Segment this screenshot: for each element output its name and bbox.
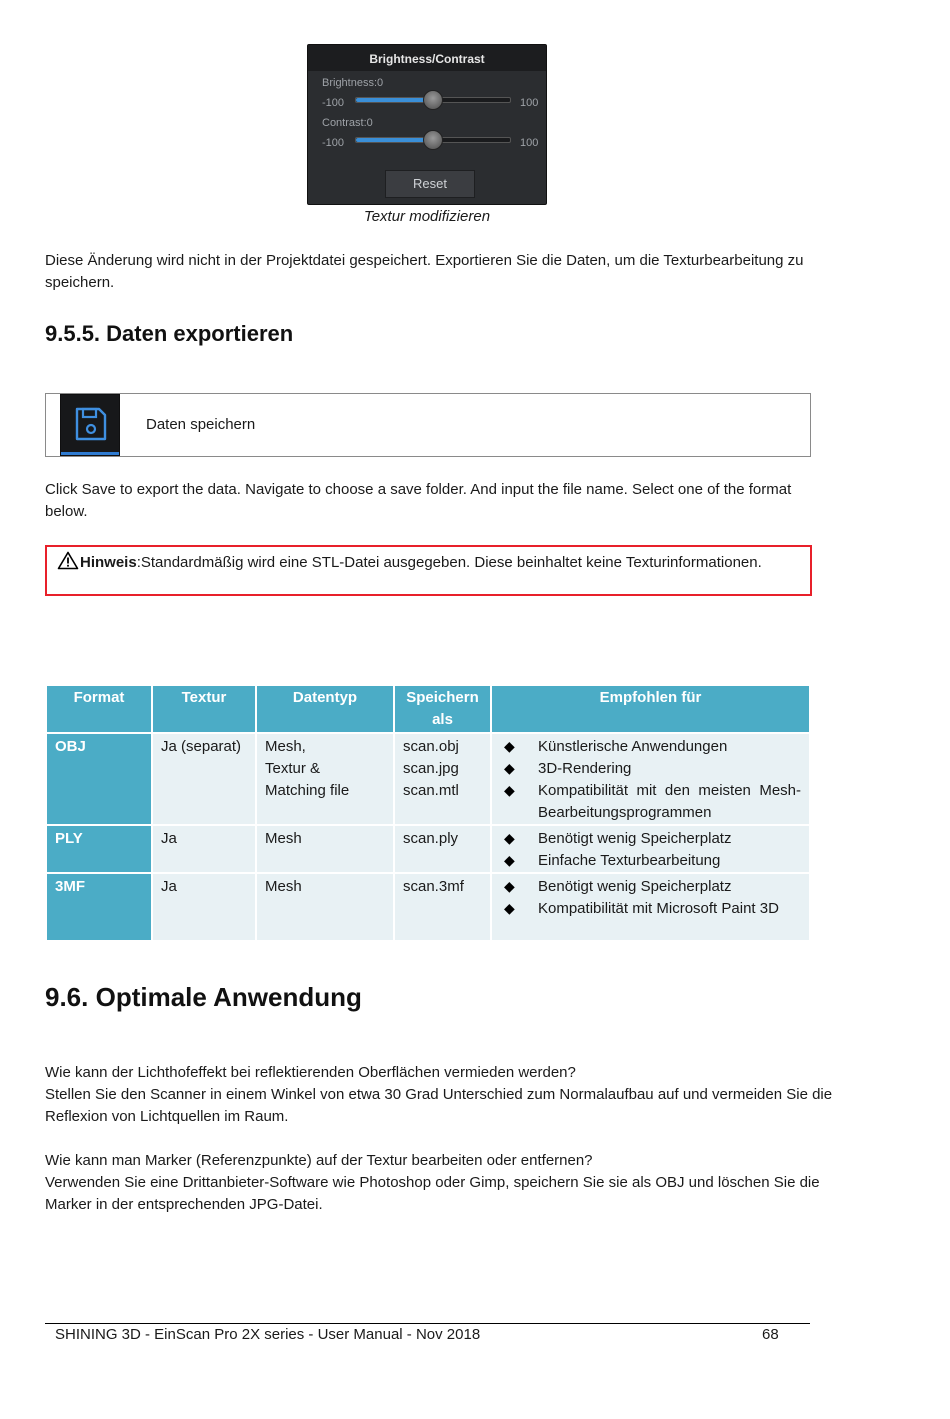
paragraph-texture-note: Diese Änderung wird nicht in der Projektdatei gespeichert. Exportieren Sie die Daten, um die Texturbearbeitung zu speichern.: [45, 252, 804, 291]
faq-question: Wie kann der Lichthofeffekt bei reflektierenden Oberflächen vermieden werden?: [45, 1064, 576, 1081]
list-item: ◆ Einfache Texturbearbeitung: [500, 850, 801, 872]
hint-paragraph: [57, 551, 800, 574]
filename: scan.ply: [403, 830, 459, 847]
column-header-textur: Textur: [153, 686, 255, 732]
warning-triangle-icon: [57, 551, 79, 570]
save-data-box: [45, 393, 811, 457]
empfohlen-cell: [492, 874, 809, 940]
brightness-slider-fill: [356, 98, 433, 102]
save-button[interactable]: [60, 394, 120, 456]
footer-text: SHINING 3D - EinScan Pro 2X series - User Manual - Nov 2018: [55, 1326, 481, 1343]
faq-answer: Stellen Sie den Scanner in einem Winkel von etwa 30 Grad Unterschied zum Normalaufbau auf und vermeiden Sie die Reflexion von Lichtquellen im Raum.: [45, 1086, 833, 1125]
column-header-empfohlen-fuer: Empfohlen für: [492, 686, 809, 732]
contrast-label: Contrast:0: [322, 117, 373, 129]
faq-question: Wie kann man Marker (Referenzpunkte) auf der Textur bearbeiten oder entfernen?: [45, 1152, 593, 1169]
speichern-cell: [395, 874, 490, 940]
datentyp-cell: [257, 874, 393, 940]
faq-answer: Verwenden Sie eine Drittanbieter-Software wie Photoshop oder Gimp, speichern Sie sie als OBJ und löschen Sie die Marker in der entsprechenden JPG-Datei.: [45, 1174, 820, 1213]
brightness-min: -100: [322, 97, 345, 109]
datentyp-cell: [257, 826, 393, 872]
contrast-slider-handle[interactable]: [423, 130, 443, 150]
table-row: [47, 874, 809, 940]
datentyp-line: Matching file: [265, 782, 350, 799]
contrast-max: 100: [520, 137, 539, 149]
contrast-min: -100: [322, 137, 345, 149]
filename: scan.3mf: [403, 878, 464, 895]
table-header-row: [47, 686, 809, 732]
empfohlen-cell: [492, 734, 809, 824]
section-heading-9-5-5: 9.5.5. Daten exportieren: [45, 321, 294, 346]
reset-button[interactable]: Reset: [385, 170, 475, 198]
empfohlen-cell: [492, 826, 809, 872]
filename: scan.jpg: [403, 760, 459, 777]
save-button-selected-bar: [61, 452, 119, 455]
format-cell: OBJ: [47, 734, 151, 824]
hint-label: Hinweis: [80, 554, 137, 571]
brightness-max: 100: [520, 97, 539, 109]
contrast-slider-fill: [356, 138, 433, 142]
datentyp-line: Textur &: [265, 760, 321, 777]
table-row: [47, 734, 809, 824]
speichern-cell: [395, 826, 490, 872]
brightness-label: Brightness:0: [322, 77, 384, 89]
list-item: ◆ Künstlerische Anwendungen: [500, 736, 801, 758]
datentyp-line: Mesh: [265, 878, 302, 895]
datentyp-cell: [257, 734, 393, 824]
hint-text: :Standardmäßig wird eine STL-Datei ausgegeben. Diese beinhaltet keine Texturinformationen.: [136, 554, 762, 571]
save-disk-icon: [61, 395, 119, 453]
column-header-speichern-als: Speichern als: [395, 686, 490, 732]
dialog-title: Brightness/Contrast: [308, 45, 546, 71]
textur-cell: Ja: [153, 826, 255, 872]
speichern-cell: [395, 734, 490, 824]
section-heading-9-6: 9.6. Optimale Anwendung: [45, 982, 362, 1012]
save-data-label: Daten speichern: [146, 416, 256, 433]
datentyp-line: Mesh: [265, 830, 302, 847]
format-cell: 3MF: [47, 874, 151, 940]
column-header-datentyp: Datentyp: [257, 686, 393, 732]
list-item: ◆ 3D-Rendering: [500, 758, 801, 780]
column-header-format: Format: [47, 686, 151, 732]
list-item: ◆ Benötigt wenig Speicherplatz: [500, 876, 801, 898]
export-format-table: [45, 684, 811, 942]
page-number: 68: [762, 1326, 779, 1343]
hint-box: [45, 545, 812, 596]
textur-cell: Ja: [153, 874, 255, 940]
paragraph-export-instructions: Click Save to export the data. Navigate to choose a save folder. And input the file name. Select one of the format below.: [45, 481, 792, 520]
textur-cell: Ja (separat): [153, 734, 255, 824]
format-cell: PLY: [47, 826, 151, 872]
list-item: ◆ Benötigt wenig Speicherplatz: [500, 828, 801, 850]
filename: scan.obj: [403, 738, 459, 755]
table-row: [47, 826, 809, 872]
list-item: ◆ Kompatibilität mit den meisten Mesh-Bearbeitungsprogrammen: [500, 780, 801, 824]
datentyp-line: Mesh,: [265, 738, 306, 755]
figure-caption: Textur modifizieren: [363, 208, 491, 225]
brightness-slider-handle[interactable]: [423, 90, 443, 110]
filename: scan.mtl: [403, 782, 459, 799]
brightness-contrast-dialog: [307, 44, 547, 205]
list-item: ◆ Kompatibilität mit Microsoft Paint 3D: [500, 898, 801, 920]
